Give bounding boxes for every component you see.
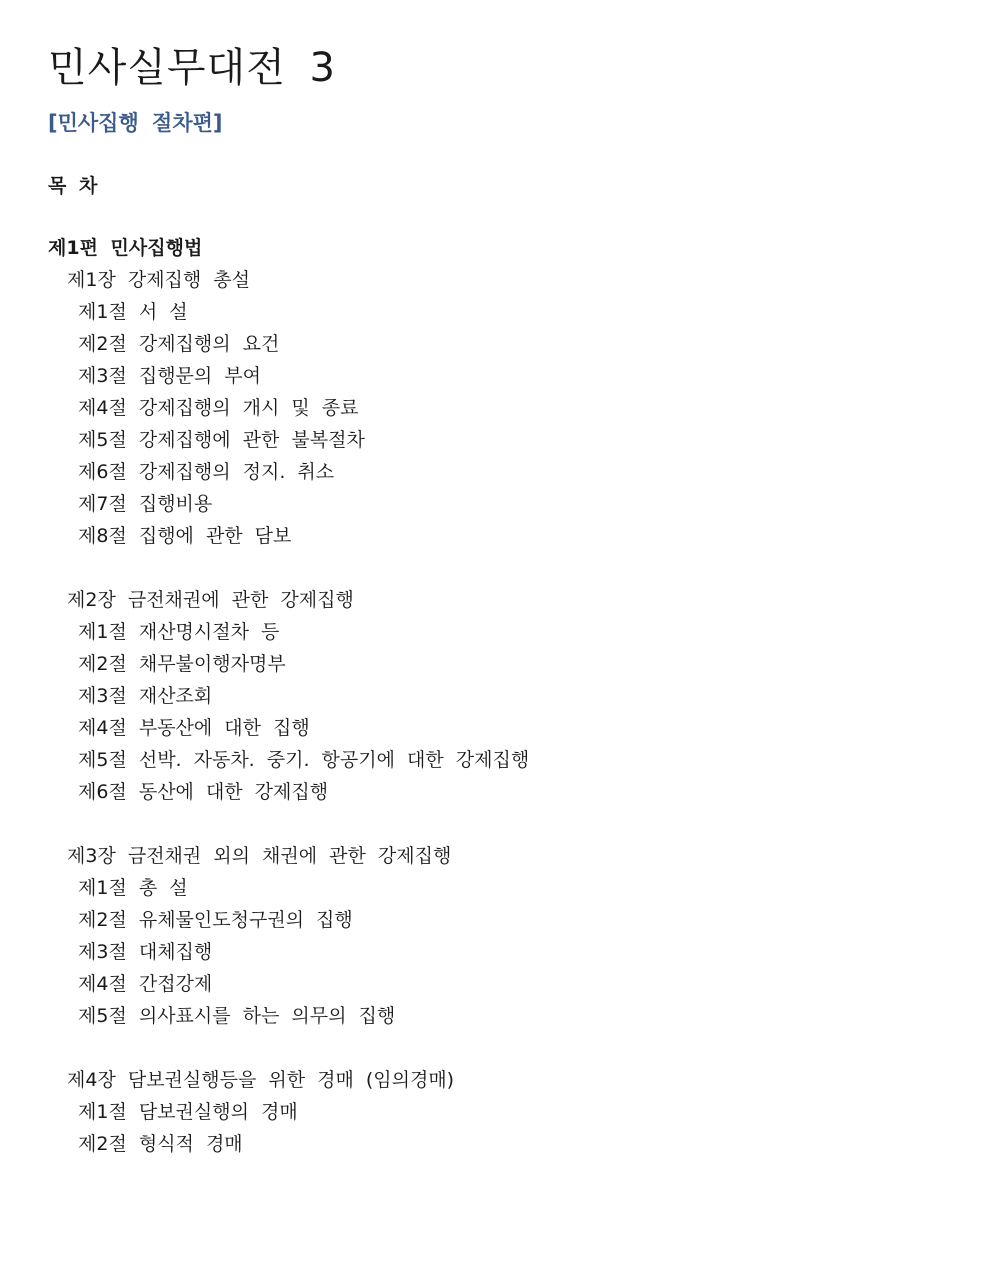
section-item: 제1절 총 설	[78, 877, 188, 899]
chapter-title: 제2장 금전채권에 관한 강제집행	[67, 589, 354, 611]
book-title: 민사실무대전 3	[48, 45, 337, 91]
part-title: 제1편 민사집행법	[48, 237, 203, 259]
table-of-contents	[48, 232, 948, 1160]
section-item: 제2절 유체물인도청구권의 집행	[78, 909, 353, 931]
section-item: 제5절 의사표시를 하는 의무의 집행	[78, 1005, 396, 1027]
section-item: 제6절 강제집행의 정지. 취소	[78, 461, 335, 483]
section-item: 제1절 서 설	[78, 301, 188, 323]
section-item: 제1절 재산명시절차 등	[78, 621, 280, 643]
document-page	[48, 38, 948, 1160]
book-subtitle: [민사집행 절차편]	[48, 111, 223, 135]
chapter-4	[48, 1064, 948, 1160]
chapter-title: 제4장 담보권실행등을 위한 경매 (임의경매)	[67, 1069, 455, 1091]
section-item: 제5절 선박. 자동차. 중기. 항공기에 대한 강제집행	[78, 749, 530, 771]
chapter-2	[48, 584, 948, 808]
section-item: 제2절 채무불이행자명부	[78, 653, 286, 675]
chapter-title: 제1장 강제집행 총설	[67, 269, 250, 291]
section-item: 제2절 강제집행의 요건	[78, 333, 280, 355]
section-item: 제7절 집행비용	[78, 493, 213, 515]
toc-heading: 목 차	[48, 175, 98, 197]
section-item: 제3절 집행문의 부여	[78, 365, 261, 387]
section-item: 제5절 강제집행에 관한 불복절차	[78, 429, 365, 451]
section-item: 제4절 강제집행의 개시 및 종료	[78, 397, 359, 419]
section-item: 제2절 형식적 경매	[78, 1133, 243, 1155]
section-item: 제6절 동산에 대한 강제집행	[78, 781, 329, 803]
chapter-3	[48, 840, 948, 1032]
section-item: 제3절 대체집행	[78, 941, 213, 963]
section-item: 제3절 재산조회	[78, 685, 213, 707]
chapter-1	[48, 264, 948, 552]
section-item: 제1절 담보권실행의 경매	[78, 1101, 298, 1123]
section-item: 제4절 간접강제	[78, 973, 213, 995]
section-item: 제4절 부동산에 대한 집행	[78, 717, 310, 739]
chapter-title: 제3장 금전채권 외의 채권에 관한 강제집행	[67, 845, 452, 867]
section-item: 제8절 집행에 관한 담보	[78, 525, 292, 547]
